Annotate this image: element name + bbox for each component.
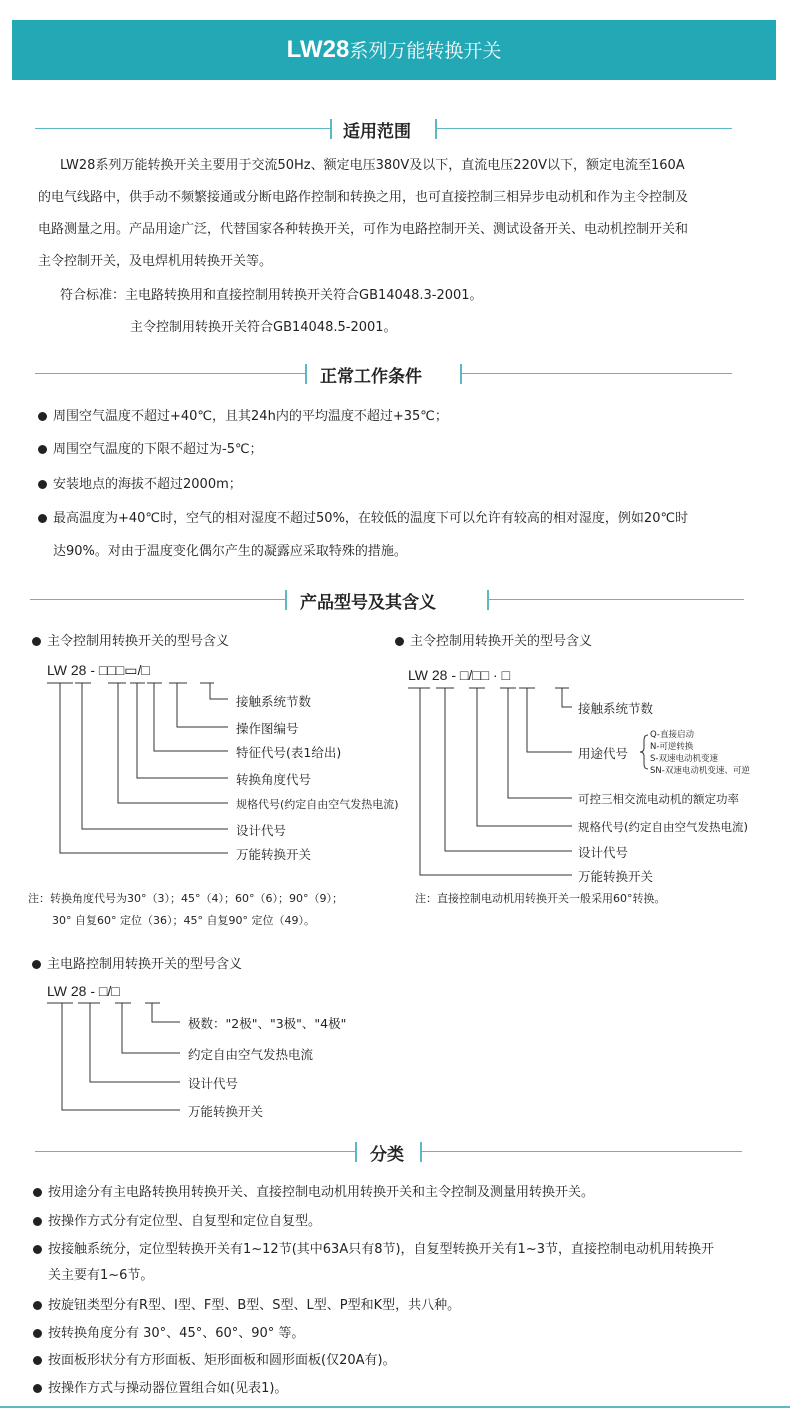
d1-label: 规格代号(约定自由空气发热电流) — [236, 798, 399, 811]
standard-1: 符合标准：主电路转换用和直接控制用转换开关符合GB14048.3-2001。 — [60, 288, 483, 303]
diagram3-code: LW 28 - □/□ — [47, 983, 120, 999]
d3-label: 万能转换开关 — [188, 1104, 264, 1119]
diagram2-code: LW 28 - □/□□ · □ — [408, 667, 511, 683]
d1-label: 操作图编号 — [236, 721, 299, 736]
condition-item-cont: 达90%。对由于温度变化偶尔产生的凝露应采取特殊的措施。 — [53, 544, 407, 559]
section-title: 适用范围 — [343, 122, 411, 142]
d2-label: 可控三相交流电动机的额定功率 — [578, 792, 739, 806]
scope-line-1: LW28系列万能转换开关主要用于交流50Hz、额定电压380V及以下，直流电压220V以下，额定电流至160A — [60, 158, 685, 173]
bottom-rule — [0, 1406, 790, 1408]
classify-item: 按用途分有主电路转换用转换开关、直接控制电动机用转换开关和主令控制及测量用转换开关。 — [33, 1181, 594, 1200]
condition-item: 周围空气温度不超过+40℃，且其24h内的平均温度不超过+35℃； — [38, 405, 448, 424]
d2-note: 注：直接控制电动机用转换开关一般采用60°转换。 — [415, 892, 666, 905]
d2-label: 规格代号(约定自由空气发热电流) — [578, 820, 748, 834]
use-codes: Q-直接启动 N-可逆转换 S-双速电动机变速 SN-双速电动机变速、可逆 — [650, 730, 750, 776]
condition-item: 最高温度为+40℃时，空气的相对湿度不超过50%，在较低的温度下可以允许有较高的相对湿度，例如20℃时 — [38, 507, 688, 526]
model-name: LW28 — [286, 36, 350, 63]
d2-label: 接触系统节数 — [578, 701, 654, 716]
d1-label: 万能转换开关 — [236, 847, 312, 862]
d1-label: 设计代号 — [236, 823, 287, 838]
d2-label: 用途代号 — [578, 746, 629, 761]
d3-label: 极数："2极"、"3极"、"4极" — [188, 1016, 347, 1031]
condition-item: 周围空气温度的下限不超过为-5℃； — [38, 438, 263, 457]
d1-note: 注：转换角度代号为30°（3）；45°（4）；60°（6）；90°（9）； — [28, 892, 343, 905]
d1-label: 接触系统节数 — [236, 694, 312, 709]
section-header-classify — [0, 1140, 790, 1164]
section-title: 产品型号及其含义 — [300, 593, 436, 613]
diagram3-heading: 主电路控制用转换开关的型号含义 — [32, 953, 242, 972]
classify-item: 按面板形状分有方形面板、矩形面板和圆形面板(仅20A有)。 — [33, 1349, 396, 1368]
d1-note: 30° 自复60° 定位（36）；45° 自复90° 定位（49）。 — [52, 914, 315, 927]
classify-item-cont: 关主要有1~6节。 — [48, 1268, 154, 1283]
scope-line-2: 的电气线路中，供手动不频繁接通或分断电路作控制和转换之用，也可直接控制三相异步电动机和作为主令控制及 — [38, 190, 689, 205]
scope-line-4: 主令控制开关，及电焊机用转换开关等。 — [38, 254, 273, 269]
classify-item: 按接触系统分，定位型转换开关有1~12节(其中63A只有8节)，自复型转换开关有1~3节，直接控制电动机用转换开 — [33, 1238, 714, 1257]
d3-label: 约定自由空气发热电流 — [188, 1047, 314, 1062]
d1-label: 特征代号(表1给出) — [236, 745, 342, 760]
d3-label: 设计代号 — [188, 1076, 239, 1091]
standard-2: 主令控制用转换开关符合GB14048.5-2001。 — [130, 320, 397, 335]
scope-line-3: 电路测量之用。产品用途广泛，代替国家各种转换开关，可作为电路控制开关、测试设备开关、电动机控制开关和 — [38, 222, 689, 237]
banner-title: 系列万能转换开关 — [349, 40, 502, 62]
diagram1-heading: 主令控制用转换开关的型号含义 — [32, 630, 229, 649]
classify-item: 按旋钮类型分有R型、I型、F型、B型、S型、L型、P型和K型，共八种。 — [33, 1294, 460, 1313]
section-title: 正常工作条件 — [320, 367, 422, 387]
diagram2-heading: 主令控制用转换开关的型号含义 — [395, 630, 592, 649]
classify-item: 按转换角度分有 30°、45°、60°、90° 等。 — [33, 1322, 304, 1341]
d2-label: 设计代号 — [578, 845, 629, 860]
diagram1-code: LW 28 - □□□▭/□ — [47, 662, 150, 678]
classify-item: 按操作方式与操动器位置组合如(见表1)。 — [33, 1377, 287, 1396]
d2-label: 万能转换开关 — [578, 869, 654, 884]
classify-item: 按操作方式分有定位型、自复型和定位自复型。 — [33, 1210, 321, 1229]
d1-label: 转换角度代号 — [236, 772, 312, 787]
section-title: 分类 — [370, 1145, 404, 1165]
condition-item: 安装地点的海拔不超过2000m； — [38, 473, 242, 492]
